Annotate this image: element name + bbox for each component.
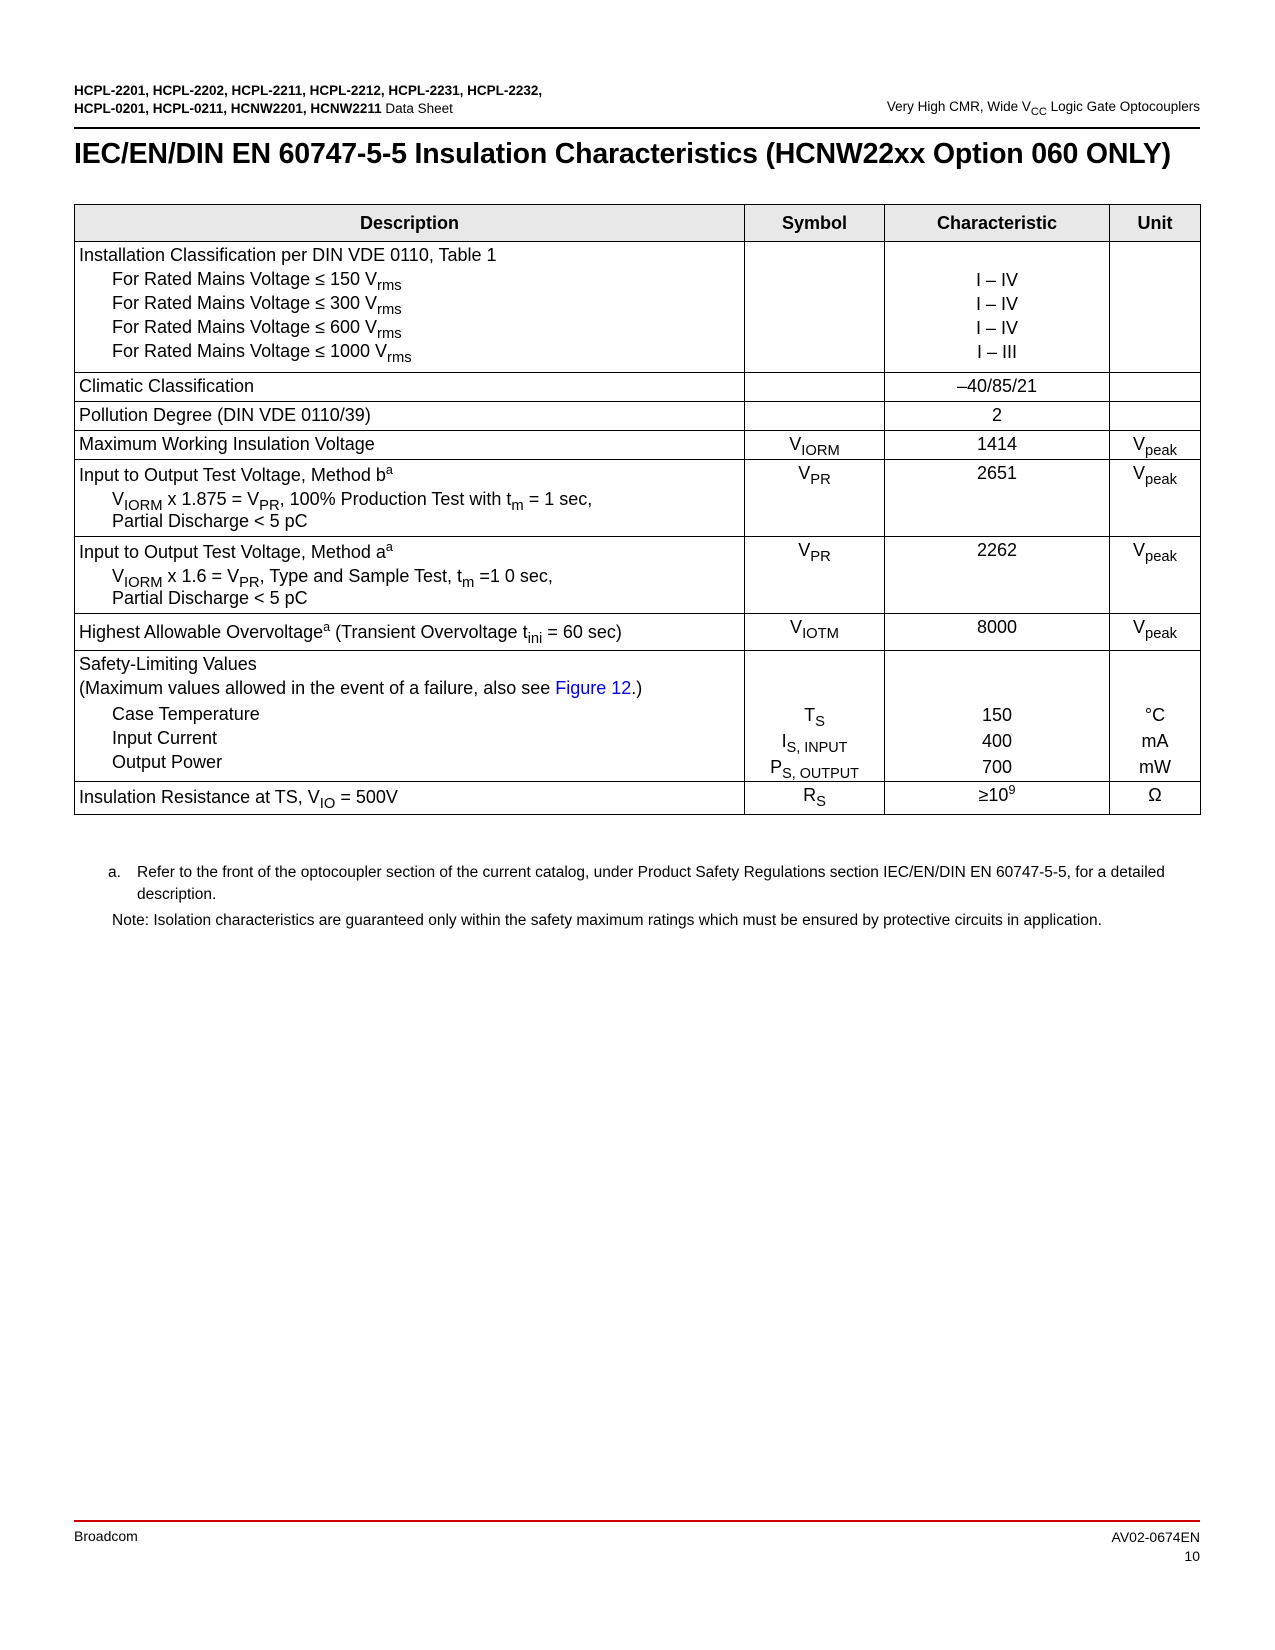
safety-symbols: $T_S$ $I_{S, INPUT}$ $P_{S, OUTPUT}$ <box>770 705 859 783</box>
table-header-row <box>75 205 1201 242</box>
resistance-symbol: $R_S$ <box>803 785 826 811</box>
col-symbol: Symbol <box>745 205 885 242</box>
table-row <box>75 242 1201 373</box>
safety-description: Safety-Limiting Values (Maximum values allowed in the event of a failure, also see Figure 12.) Case Temperature Input Current Output Power <box>79 654 643 772</box>
overvoltage-unit: $V_{peak}$ <box>1132 617 1177 643</box>
viorm-unit: $V_{peak}$ <box>1132 434 1177 460</box>
pollution-description: Pollution Degree (DIN VDE 0110/39) <box>79 405 371 425</box>
resistance-unit: Ω <box>1148 785 1162 805</box>
footer-divider <box>74 1520 1200 1522</box>
climatic-description: Climatic Classification <box>79 376 255 396</box>
viorm-value: 1414 <box>976 434 1018 454</box>
installation-symbol <box>745 242 885 373</box>
table-row <box>75 373 1201 402</box>
method-b-description: Input to Output Test Voltage, Method $b^a$ $V_{IORM}$ x $1.875 = V_{PR}$, 100% Production Test with $t_m = 1$ sec, Partial Discharge < 5 pC <box>79 463 593 531</box>
part-numbers-line1: HCPL-2201, HCPL-2202, HCPL-2211, HCPL-2212, HCPL-2231, HCPL-2232, <box>74 83 543 98</box>
part-numbers <box>74 82 542 118</box>
table-row <box>75 537 1201 614</box>
resistance-value: $\ge 10^9$ <box>978 783 1016 805</box>
footer-company: Broadcom <box>74 1528 138 1544</box>
overvoltage-description: Highest Allowable Overvoltage$^a$ (Transient Overvoltage $t_{ini} = 60$ sec) <box>79 620 622 648</box>
method-b-unit: $V_{peak}$ <box>1132 463 1177 489</box>
method-b-value: 2651 <box>976 463 1018 483</box>
footnote-mark: a. <box>108 864 121 881</box>
page-header <box>74 82 1200 130</box>
method-a-value: 2262 <box>976 540 1018 560</box>
method-a-unit: $V_{peak}$ <box>1132 540 1177 566</box>
part-numbers-line2: HCPL-0201, HCPL-0211, HCNW2201, HCNW2211 <box>74 101 382 116</box>
method-a-symbol: $V_{PR}$ <box>798 540 831 566</box>
table-row <box>75 782 1201 815</box>
table-row <box>75 402 1201 431</box>
installation-values: I – IV I – IV I – IV I – III <box>885 242 1110 373</box>
method-b-symbol: $V_{PR}$ <box>798 463 831 489</box>
viorm-description: Maximum Working Insulation Voltage <box>79 434 375 454</box>
safety-units: °C mA mW <box>1139 705 1171 777</box>
figure-12-link[interactable]: Figure 12 <box>555 678 632 698</box>
col-characteristic: Characteristic <box>885 205 1110 242</box>
table-row <box>75 614 1201 651</box>
footer-info <box>1112 1528 1200 1566</box>
table-row <box>75 431 1201 460</box>
pollution-value: 2 <box>991 405 1002 425</box>
installation-description: Installation Classification per DIN VDE 0110, Table 1 For Rated Mains Voltage ≤ 150 $V_{rms}$ For Rated Mains Voltage ≤ 300 $V_{rms}$ For Rated Mains Voltage ≤ 600 $V_{rms}$ For Rated Mains Voltage ≤ 1000 $V_{rms}$ <box>79 245 497 367</box>
footnote-a <box>110 862 1190 906</box>
viorm-symbol: $V_{IORM}$ <box>789 434 840 460</box>
installation-unit <box>1110 242 1201 373</box>
table-row <box>75 651 1201 782</box>
doc-id: AV02-0674EN <box>1111 1529 1200 1545</box>
col-unit: Unit <box>1110 205 1201 242</box>
overvoltage-symbol: $V_{IOTM}$ <box>790 617 839 643</box>
header-subtitle: Very High CMR, Wide $V_{CC}$ Logic Gate Optocouplers <box>886 99 1200 118</box>
isolation-note: Note: Isolation characteristics are guaranteed only within the safety maximum ratings which must be ensured by protective circuits in application. <box>112 912 1102 929</box>
resistance-description: Insulation Resistance at TS, $V_{IO} = 500V$ <box>79 787 398 813</box>
footnote-text: Refer to the front of the optocoupler section of the current catalog, under Product Safety Regulations section IEC/EN/DIN EN 60747-5-5, for a detailed description. <box>137 864 1165 903</box>
overvoltage-value: 8000 <box>976 617 1018 637</box>
page-number: 10 <box>1184 1548 1200 1564</box>
table-row <box>75 460 1201 537</box>
doc-type: Data Sheet <box>381 101 453 116</box>
page-title: IEC/EN/DIN EN 60747-5-5 Insulation Characteristics (HCNW22xx Option 060 ONLY) <box>74 138 1171 170</box>
header-divider <box>74 127 1200 129</box>
col-description: Description <box>75 205 745 242</box>
method-a-description: Input to Output Test Voltage, Method $a^a$ $V_{IORM}$ x $1.6 = V_{PR}$, Type and Sample Test, $t_m =1$ 0 sec, Partial Discharge < 5 pC <box>79 540 553 608</box>
insulation-table <box>74 204 1201 815</box>
safety-values: 150 400 700 <box>981 705 1013 777</box>
climatic-value: –40/85/21 <box>956 376 1038 396</box>
